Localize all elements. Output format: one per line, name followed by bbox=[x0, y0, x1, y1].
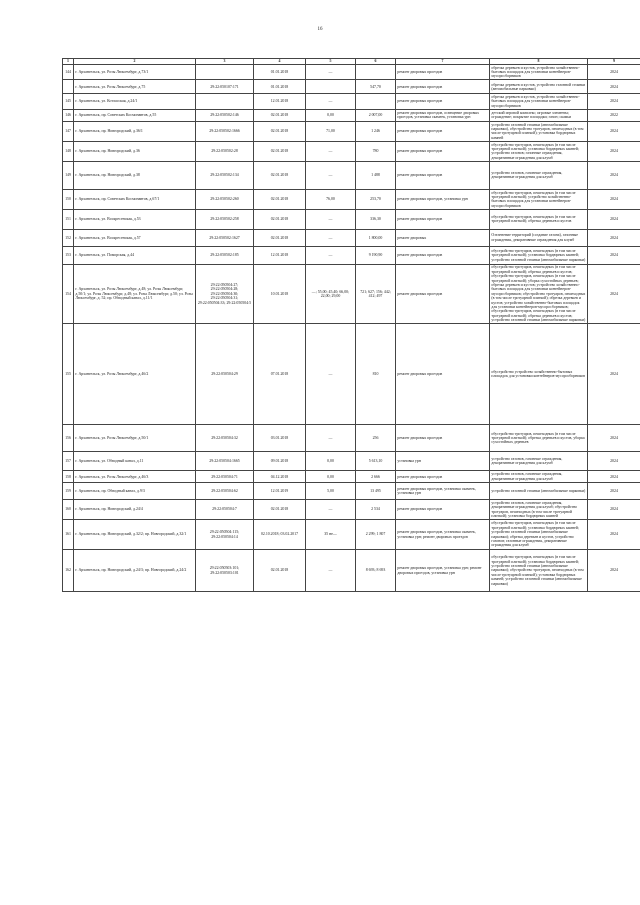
address: г. Архангельск, ул. Котласская, д.24/1 bbox=[74, 94, 196, 109]
works-list: устройство газонной стоянки (автомобильные парковки) bbox=[490, 483, 588, 500]
year: 2024 bbox=[588, 80, 640, 94]
table-row bbox=[63, 520, 640, 550]
works-list: обрезка деревьев и кустов, устройство газонной стоянки (автомобильные парковки) bbox=[490, 80, 588, 94]
row-number bbox=[63, 80, 74, 94]
table-row bbox=[63, 141, 640, 161]
work-type: ремонт дворовых проездов bbox=[396, 121, 490, 141]
cadastral-number: 29:22:050502:146 bbox=[196, 109, 254, 121]
works-list: обустройство тротуаров, пешеходных (в том числе тротуарной плиткой); установка бордюрных камней; устройство газонной стоянки (автомобильные парковки); обрезка деревьев и кустов, устройство газонов; газонные ограждения, декоративные ограждения для клумб bbox=[490, 520, 588, 550]
table-row bbox=[63, 80, 640, 94]
row-number: 147 bbox=[63, 121, 74, 141]
date: 09.01.2018 bbox=[254, 452, 306, 471]
work-type: ремонт дворовых bbox=[396, 229, 490, 246]
address: г. Архангельск, ул. Розы Люксембург, д.50/1 bbox=[74, 425, 196, 452]
cadastral-number bbox=[196, 94, 254, 109]
table-row bbox=[63, 425, 640, 452]
area: — bbox=[306, 500, 356, 520]
cadastral-number: 29:22:050502:185 bbox=[196, 246, 254, 264]
area: — bbox=[306, 141, 356, 161]
amount: 1 800,00 bbox=[356, 229, 396, 246]
address: г. Архангельск, пр. Советских Космонавтов, д.67/1 bbox=[74, 189, 196, 209]
address: г. Архангельск, пр. Советских Космонавтов, д.55 bbox=[74, 109, 196, 121]
year: 2024 bbox=[588, 189, 640, 209]
address: г. Архангельск, ул. Розы Люксембург, д.75 bbox=[74, 80, 196, 94]
year: 2022 bbox=[588, 109, 640, 121]
year: 2024 bbox=[588, 209, 640, 229]
date: 04.12.2018 bbox=[254, 471, 306, 483]
year: 2024 bbox=[588, 550, 640, 592]
year: 2024 bbox=[588, 483, 640, 500]
date: 02.01.2018 bbox=[254, 500, 306, 520]
date: 02.01.2018 bbox=[254, 121, 306, 141]
cadastral-number: 29:22:050504:29 bbox=[196, 324, 254, 425]
date: 02.01.2018 bbox=[254, 189, 306, 209]
column-number: 6 bbox=[356, 59, 396, 65]
row-number: 145 bbox=[63, 94, 74, 109]
date: 01.01.2018 bbox=[254, 80, 306, 94]
cadastral-number: 29:22:050502:134 bbox=[196, 161, 254, 189]
area: — bbox=[306, 229, 356, 246]
amount: 2 534 bbox=[356, 500, 396, 520]
date: 01.01.2018 bbox=[254, 65, 306, 80]
table-row bbox=[63, 94, 640, 109]
works-list: обрезка деревьев и кустов, устройство хозяйственно-бытовых площадок для установки контейнеров-мусоросборников bbox=[490, 94, 588, 109]
works-list: устройство газонов, газонные ограждения, декоративные ограждения для клумб bbox=[490, 161, 588, 189]
table-row bbox=[63, 550, 640, 592]
row-number: 157 bbox=[63, 452, 74, 471]
row-number: 156 bbox=[63, 425, 74, 452]
work-type: ремонт дворовых проездов, установка скамеек, установка урн; ремонт дворовых проездов bbox=[396, 520, 490, 550]
cadastral-number: 29:22:050107:171 bbox=[196, 80, 254, 94]
address: г. Архангельск, пр. Новгородский, д.36/1 bbox=[74, 121, 196, 141]
date: 02.01.2018 bbox=[254, 209, 306, 229]
table-row bbox=[63, 65, 640, 80]
year: 2024 bbox=[588, 324, 640, 425]
cadastral-number: 29:22:050502:258 bbox=[196, 209, 254, 229]
table-row bbox=[63, 209, 640, 229]
works-list: Озеленение территорий (создание газона), газонные ограждения, декоративные ограждения для клумб bbox=[490, 229, 588, 246]
table-row bbox=[63, 189, 640, 209]
year: 2024 bbox=[588, 65, 640, 80]
address: г. Архангельск, пр. Новгородский, д.32/2; пр. Новгородский, д.32/1 bbox=[74, 520, 196, 550]
year: 2024 bbox=[588, 121, 640, 141]
works-list: обустройство тротуаров, пешеходных (в том числе тротуарной плиткой); установка бордюрных камней; устройство газонной стоянки (автомобильные парковки) bbox=[490, 246, 588, 264]
area: — bbox=[306, 94, 356, 109]
address: г. Архангельск, ул. Воскресенская, д.57 bbox=[74, 229, 196, 246]
column-number: 3 bbox=[196, 59, 254, 65]
table-row bbox=[63, 471, 640, 483]
works-list: обустройство тротуаров, пешеходных (в том числе тротуарной плиткой); обрезка деревьев и кустов; обустройство тротуаров, пешеходных (в том числе тротуарной плиткой); уборка сухостойных деревьев; обрезка деревьев и кустов; устройство хозяйственно-бытовых площадок для установки контейнеров-мусоросборников; обустройство тротуаров, пешеходных (в том числе тротуарной плиткой); обрезка деревьев и кустов; устройство хозяйственно-бытовых площадок для установки контейнеров-мусоросборников; обустройство тротуаров, пешеходных (в том числе тротуарной плиткой); обрезка деревьев и кустов; устройство газонной стоянки (автомобильные парковки) bbox=[490, 264, 588, 323]
cadastral-number: 29:22:050503:101; 29:22:050503:101 bbox=[196, 550, 254, 592]
amount: 2 299; 1 807 bbox=[356, 520, 396, 550]
work-type: ремонт дворовых проездов bbox=[396, 65, 490, 80]
work-type: ремонт дворовых проездов bbox=[396, 500, 490, 520]
amount: 5 613,10 bbox=[356, 452, 396, 471]
year: 2024 bbox=[588, 264, 640, 323]
works-list: устройство газонной стоянки (автомобильные парковки), обустройство тротуаров, пешеходных (в том числе тротуарной плиткой); установка бордюрных камней bbox=[490, 121, 588, 141]
work-type: ремонт дворовых проездов, установка скамеек, установка урн bbox=[396, 483, 490, 500]
amount: 1 246 bbox=[356, 121, 396, 141]
row-number: 155 bbox=[63, 324, 74, 425]
table-row bbox=[63, 483, 640, 500]
amount: 8 693; 8 693 bbox=[356, 550, 396, 592]
amount: 780 bbox=[356, 141, 396, 161]
area: 76,00 bbox=[306, 189, 356, 209]
row-number: 150 bbox=[63, 189, 74, 209]
row-number: 149 bbox=[63, 161, 74, 189]
table-row bbox=[63, 229, 640, 246]
row-number: 160 bbox=[63, 500, 74, 520]
cadastral-number: 29:22:050504:32 bbox=[196, 425, 254, 452]
works-list: обустройство тротуаров, пешеходных (в том числе тротуарной плиткой); устройство хозяйственно-бытовых площадок для установки контейнеров-мусоросборников bbox=[490, 189, 588, 209]
column-number: 2 bbox=[74, 59, 196, 65]
works-list: устройство газонов, газонные ограждения, декоративные ограждения для клумб; обустройство тротуаров, пешеходных (в том числе тротуарной плиткой); установка бордюрных камней bbox=[490, 500, 588, 520]
work-type: ремонт дворовых проездов bbox=[396, 246, 490, 264]
address: г. Архангельск, ул. Розы Люксембург, д.73/1 bbox=[74, 65, 196, 80]
cadastral-number: 29:22:050504:27; 29:22:050504:28; 29:22:050504:30; 29:22:050504:31; 29:22:050504:33; 29:22:050504:5 bbox=[196, 264, 254, 323]
works-list: обустройство тротуаров, пешеходных (в том числе тротуарной плиткой); обрезка деревьев и кустов bbox=[490, 209, 588, 229]
date: 12.01.2018 bbox=[254, 246, 306, 264]
year: 2024 bbox=[588, 229, 640, 246]
area: 0,00 bbox=[306, 452, 356, 471]
table-row bbox=[63, 500, 640, 520]
amount: 336,30 bbox=[356, 209, 396, 229]
amount: 721; 627; 156; 442; 412; 497 bbox=[356, 264, 396, 323]
cadastral-number: 29:22:050504:1665 bbox=[196, 452, 254, 471]
year: 2024 bbox=[588, 94, 640, 109]
cadastral-number: 29:22:050504:71 bbox=[196, 471, 254, 483]
date: 12.01.2019 bbox=[254, 483, 306, 500]
row-number: 152 bbox=[63, 229, 74, 246]
works-list: обустройство тротуаров, пешеходных (в том числе тротуарной плиткой); установка бордюрных камней; устройство газонной стоянки (автомобильные парковки); обустройство тротуаров, пешеходных (в том числе тротуарной плиткой); установка бордюрных камней; устройство газонной стоянки (автомобильные парковки) bbox=[490, 550, 588, 592]
area bbox=[306, 80, 356, 94]
date: 10.01.2018 bbox=[254, 264, 306, 323]
cadastral-number: 29:22:050504:115; 29:22:050504:14 bbox=[196, 520, 254, 550]
address: г. Архангельск, ул. Обводный канал, д.11 bbox=[74, 452, 196, 471]
year: 2024 bbox=[588, 500, 640, 520]
date: 07.01.2018 bbox=[254, 324, 306, 425]
page-number: 16 bbox=[317, 27, 323, 32]
year: 2024 bbox=[588, 141, 640, 161]
work-type: ремонт дворовых проездов bbox=[396, 471, 490, 483]
address: г. Архангельск, пр. Новгородский, д.38 bbox=[74, 161, 196, 189]
works-list: обрезка деревьев и кустов, устройство хозяйственно-бытовых площадок для установки контейнеров-мусоросборников bbox=[490, 65, 588, 80]
work-type: ремонт дворовых проездов, установка урн; ремонт дворовых проездов, установка урн bbox=[396, 550, 490, 592]
address: г. Архангельск, пр. Новгородский, д.24/4 bbox=[74, 500, 196, 520]
column-number: 8 bbox=[490, 59, 588, 65]
area: 5,00 bbox=[306, 483, 356, 500]
row-number: 144 bbox=[63, 65, 74, 80]
amount: 1 488 bbox=[356, 161, 396, 189]
cadastral-number: 29:22:050502:260 bbox=[196, 189, 254, 209]
year: 2024 bbox=[588, 520, 640, 550]
row-number: 162 bbox=[63, 550, 74, 592]
address: г. Архангельск, ул. Поморская, д.44 bbox=[74, 246, 196, 264]
work-type: ремонт дворовых проездов, установка урн bbox=[396, 189, 490, 209]
date: 02.01.2018 bbox=[254, 109, 306, 121]
column-number: 9 bbox=[588, 59, 640, 65]
amount: 253,70 bbox=[356, 189, 396, 209]
row-number: 153 bbox=[63, 246, 74, 264]
area: — bbox=[306, 161, 356, 189]
date: 03.01.2018 bbox=[254, 425, 306, 452]
amount: 256 bbox=[356, 425, 396, 452]
works-list: обустройство устройство хозяйственно-бытовых площадок для установки контейнеров-мусоросборников bbox=[490, 324, 588, 425]
amount bbox=[356, 94, 396, 109]
row-number: 146 bbox=[63, 109, 74, 121]
address: г. Архангельск, ул. Розы Люксембург, д.46/2 bbox=[74, 324, 196, 425]
works-list: обустройство тротуаров, пешеходных (в том числе тротуарной плиткой); установка бордюрных камней; устройство газонов; газонные ограждения, декоративные ограждения для клумб bbox=[490, 141, 588, 161]
amount: 547,70 bbox=[356, 80, 396, 94]
work-type: ремонт дворовых проездов bbox=[396, 209, 490, 229]
area: — bbox=[306, 550, 356, 592]
table-row bbox=[63, 452, 640, 471]
works-list: устройство газонов, газонные ограждения, декоративные ограждения для клумб bbox=[490, 471, 588, 483]
table-row bbox=[63, 264, 640, 323]
year: 2024 bbox=[588, 425, 640, 452]
row-number: 151 bbox=[63, 209, 74, 229]
year: 2024 bbox=[588, 161, 640, 189]
date: 02.01.2018 bbox=[254, 550, 306, 592]
cadastral-number: 29:22:050504:62 bbox=[196, 483, 254, 500]
work-type: ремонт дворовых проездов bbox=[396, 324, 490, 425]
area: 35 не— bbox=[306, 520, 356, 550]
row-number: 159 bbox=[63, 483, 74, 500]
work-type: ремонт дворовых проездов bbox=[396, 94, 490, 109]
row-number: 154 bbox=[63, 264, 74, 323]
table-row bbox=[63, 121, 640, 141]
address: г. Архангельск, пр. Обводный канал, д.9/3 bbox=[74, 483, 196, 500]
table-row bbox=[63, 246, 640, 264]
date: 02.10.2018; 03.02.2017 bbox=[254, 520, 306, 550]
work-type: установка урн bbox=[396, 452, 490, 471]
works-list: устройство газонов, газонные ограждения, декоративные ограждения для клумб bbox=[490, 452, 588, 471]
area: 0,00 bbox=[306, 471, 356, 483]
date: 02.01.2018 bbox=[254, 229, 306, 246]
work-type: ремонт дворовых проездов, освещение дворовых проездов, установка скамеек, установка урн bbox=[396, 109, 490, 121]
amount: 810 bbox=[356, 324, 396, 425]
address: г. Архангельск, ул. Розы Люксембург, д.46/3 bbox=[74, 471, 196, 483]
area: 0,00 bbox=[306, 109, 356, 121]
date: 02.01.2018 bbox=[254, 141, 306, 161]
work-type: ремонт дворовых проездов bbox=[396, 80, 490, 94]
cadastral-number: 29:22:050504:7 bbox=[196, 500, 254, 520]
amount bbox=[356, 65, 396, 80]
table-row bbox=[63, 324, 640, 425]
work-type: ремонт дворовых проездов bbox=[396, 161, 490, 189]
year: 2024 bbox=[588, 452, 640, 471]
date: 02.01.2018 bbox=[254, 161, 306, 189]
area: — bbox=[306, 65, 356, 80]
address: г. Архангельск, ул. Розы Люксембург, д.48; ул. Розы Люксембург, д.50/1; ул. Розы Люксембург, д.48; ул. Розы Люксембург, д.50; ул. Розы Люксембург, д. 52; пр. Обводный канал, д.11/1 bbox=[74, 264, 196, 323]
area: 71,00 bbox=[306, 121, 356, 141]
year: 2024 bbox=[588, 246, 640, 264]
works-list: обустройство тротуаров, пешеходных (в том числе тротуарной плиткой); обрезка деревьев и кустов, уборка сухостойных деревьев bbox=[490, 425, 588, 452]
area: — bbox=[306, 324, 356, 425]
work-type: ремонт дворовых проездов bbox=[396, 141, 490, 161]
cadastral-number: 29:22:050502:1627 bbox=[196, 229, 254, 246]
amount: 2 007,00 bbox=[356, 109, 396, 121]
area: — bbox=[306, 209, 356, 229]
area: —; 55,00; 45,40; 66,00; 22,00; 29,00 bbox=[306, 264, 356, 323]
column-number: 7 bbox=[396, 59, 490, 65]
address: г. Архангельск, пр. Новгородский, д.36 bbox=[74, 141, 196, 161]
row-number: 148 bbox=[63, 141, 74, 161]
amount: 13 495 bbox=[356, 483, 396, 500]
cadastral-number bbox=[196, 65, 254, 80]
row-number: 161 bbox=[63, 520, 74, 550]
cadastral-number: 29:22:050502:28 bbox=[196, 141, 254, 161]
area: — bbox=[306, 425, 356, 452]
table-row bbox=[63, 161, 640, 189]
works-list: детский игровой комплекс; игровые элементы; ограждение; покрытие площадки; газон; скамьи bbox=[490, 109, 588, 121]
work-type: ремонт дворовых проездов bbox=[396, 264, 490, 323]
address: г. Архангельск, ул. Воскресенская, д.53 bbox=[74, 209, 196, 229]
column-number: 4 bbox=[254, 59, 306, 65]
row-number: 158 bbox=[63, 471, 74, 483]
date: 12.01.2018 bbox=[254, 94, 306, 109]
column-number: 5 bbox=[306, 59, 356, 65]
column-number: 1 bbox=[63, 59, 74, 65]
register-table bbox=[62, 58, 640, 592]
address: г. Архангельск, пр. Новгородский, д.24/3; пр. Новгородский, д.24/2 bbox=[74, 550, 196, 592]
amount: 9 190,90 bbox=[356, 246, 396, 264]
table-row bbox=[63, 109, 640, 121]
cadastral-number: 29:22:050502:1666 bbox=[196, 121, 254, 141]
work-type: ремонт дворовых проездов bbox=[396, 425, 490, 452]
year: 2024 bbox=[588, 471, 640, 483]
amount: 2 666 bbox=[356, 471, 396, 483]
area: — bbox=[306, 246, 356, 264]
